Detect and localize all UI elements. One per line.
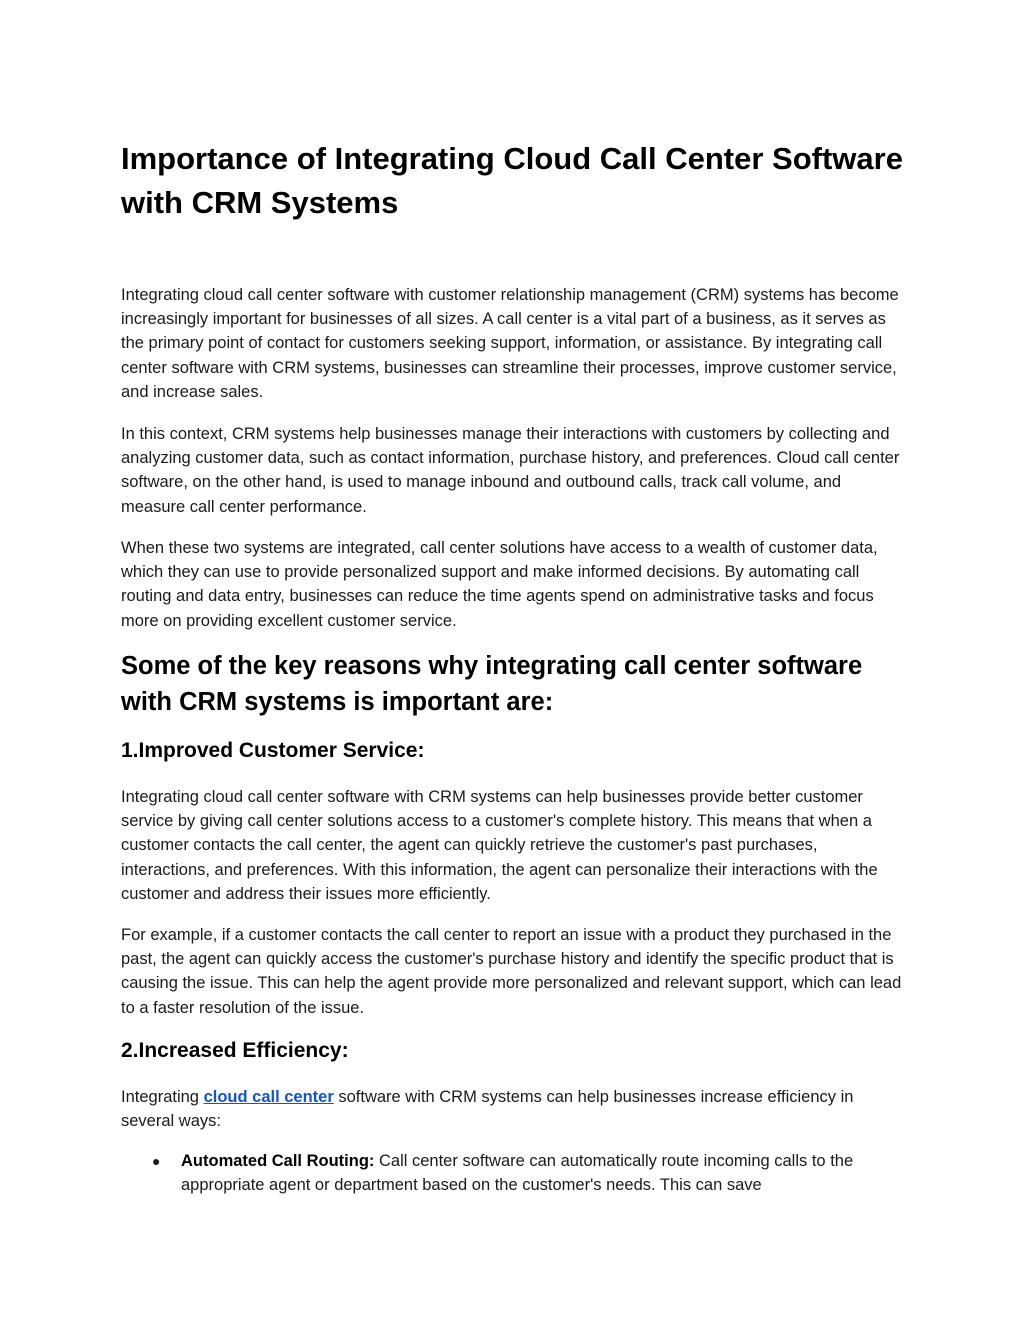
intro-paragraph-3: When these two systems are integrated, call center solutions have access to a wealth of customer data, which they can use to provide personalized support and make informed decisions. By automating call routing and data entry, businesses can reduce the time agents spend on administrative tasks and focus more on providing excellent customer service. bbox=[121, 539, 878, 630]
bullet-text: Call center software can automatically route incoming calls to the appropriate agent or department based on the customer's needs. This can save bbox=[181, 1152, 854, 1195]
bullet-bold-label: Automated Call Routing: bbox=[181, 1152, 375, 1170]
reasons-heading: Some of the key reasons why integrating call center software with CRM systems is important are: bbox=[121, 652, 863, 716]
efficiency-bullet-list bbox=[121, 1149, 906, 1197]
section1-paragraph-1: Integrating cloud call center software with CRM systems can help businesses provide better customer service by giving call center solutions access to a customer's complete history. This means that when a customer contacts the call center, the agent can quickly retrieve the customer's past purchases, interactions, and preferences. With this information, the agent can personalize their interactions with the customer and address their issues more efficiently. bbox=[121, 788, 878, 903]
section1-heading: 1.Improved Customer Service: bbox=[121, 739, 425, 762]
cloud-call-center-link[interactable]: cloud call center bbox=[203, 1088, 334, 1106]
section1-paragraph-2: For example, if a customer contacts the call center to report an issue with a product they purchased in the past, the agent can quickly access the customer's purchase history and identify the specific product that is causing the issue. This can help the agent provide more personalized and relevant support, which can lead to a faster resolution of the issue. bbox=[121, 926, 902, 1017]
intro-paragraph-1: Integrating cloud call center software with customer relationship management (CRM) systems has become increasingly important for businesses of all sizes. A call center is a vital part of a business, as it serves as the primary point of contact for customers seeking support, information, or assistance. By integrating call center software with CRM systems, businesses can streamline their processes, improve customer service, and increase sales. bbox=[121, 286, 899, 401]
document-title: Importance of Integrating Cloud Call Center Software with CRM Systems bbox=[121, 141, 903, 220]
section2-intro-before-link: Integrating bbox=[121, 1088, 204, 1106]
section2-heading: 2.Increased Efficiency: bbox=[121, 1039, 349, 1062]
section2-intro bbox=[121, 1085, 906, 1133]
list-item bbox=[121, 1149, 906, 1197]
bullet-icon: ● bbox=[152, 1153, 161, 1169]
section2-intro-after-link: software with CRM systems can help businesses increase efficiency in several ways: bbox=[121, 1088, 854, 1131]
intro-paragraph-2: In this context, CRM systems help businesses manage their interactions with customers by collecting and analyzing customer data, such as contact information, purchase history, and preferences. Cloud call center software, on the other hand, is used to manage inbound and outbound calls, track call volume, and measure call center performance. bbox=[121, 425, 900, 516]
